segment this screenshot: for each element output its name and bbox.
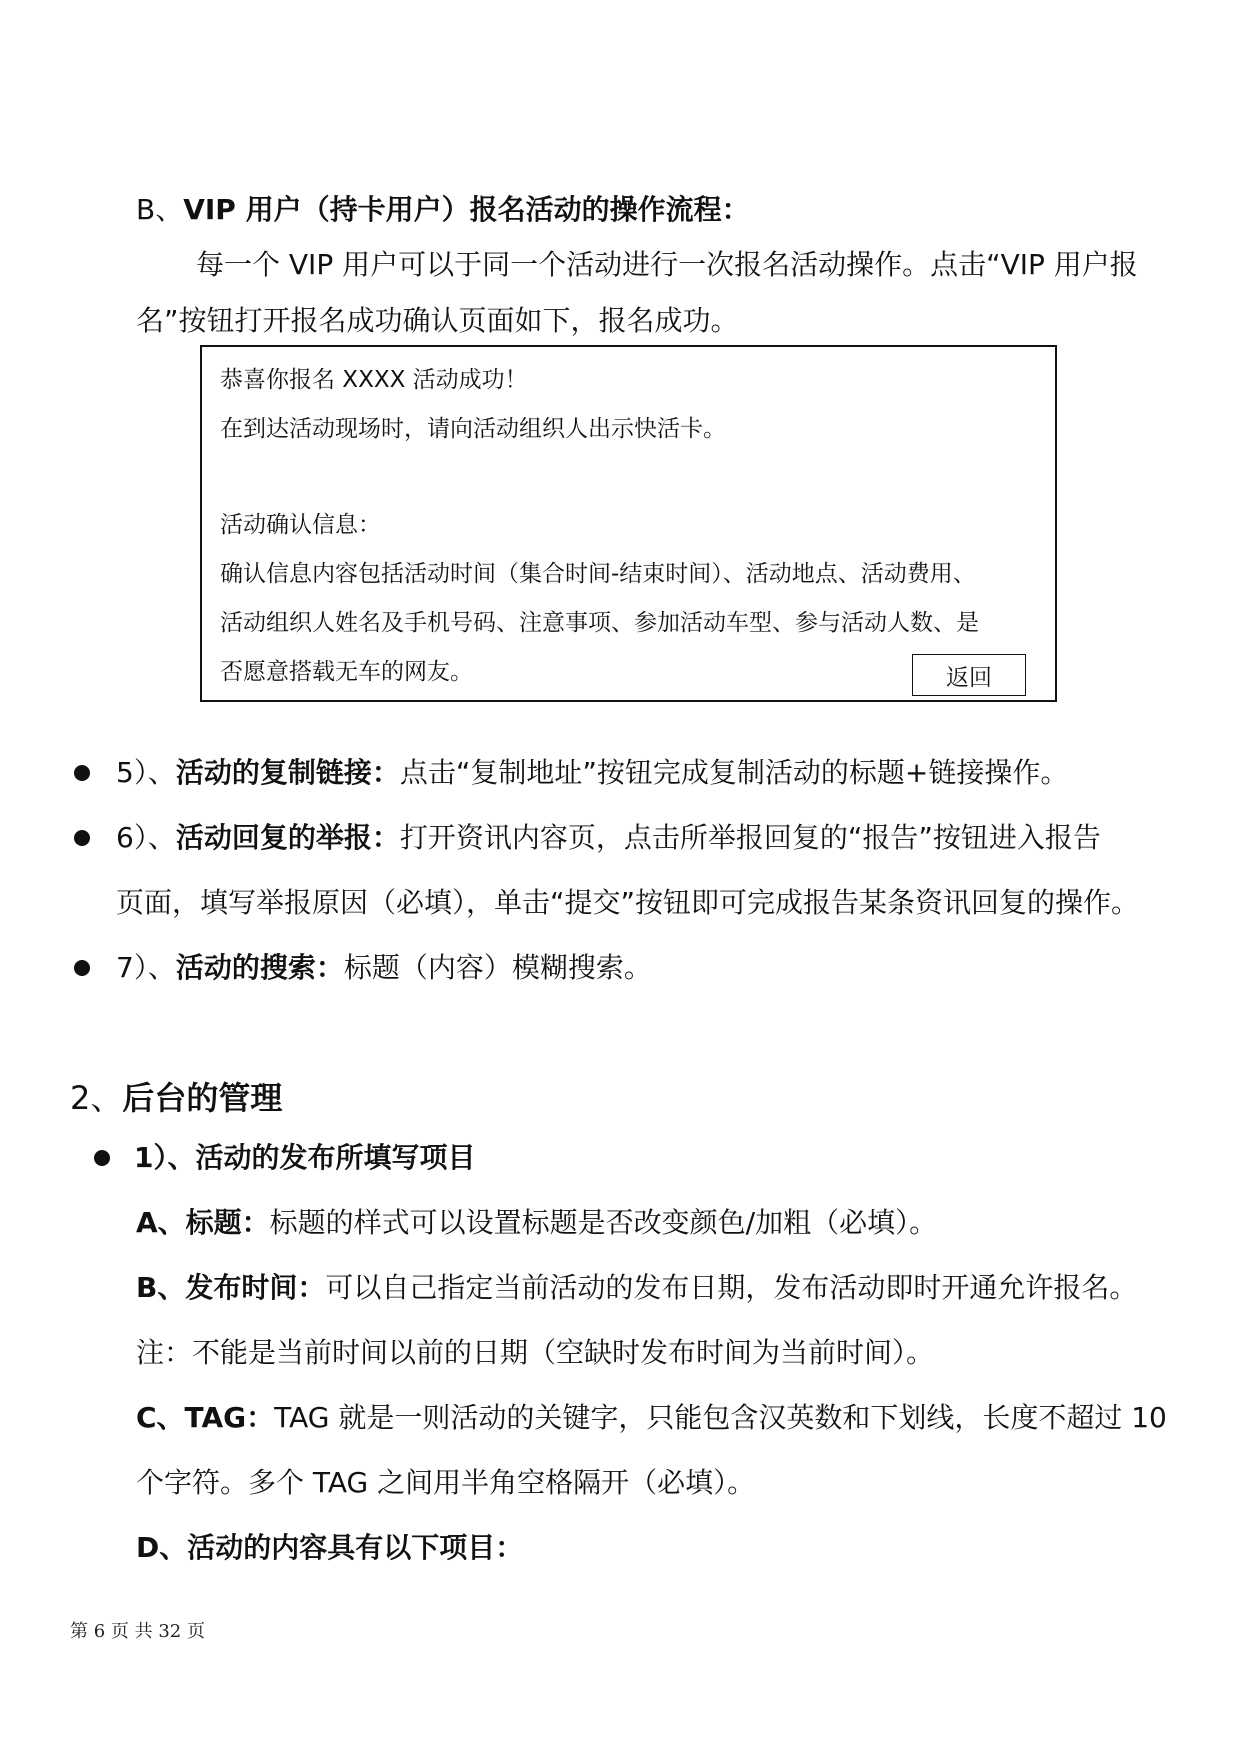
field-tag-desc-line2: 个字符。多个 TAG 之间用半角空格隔开（必填）。 [136, 1466, 756, 1499]
field-content-heading: D、活动的内容具有以下项目： [136, 1531, 524, 1564]
section-number: 2、 [70, 1079, 123, 1117]
registration-confirm-panel [200, 345, 1057, 702]
item-number: 6）、 [116, 821, 176, 854]
field-text: TAG 就是一则活动的关键字，只能包含汉英数和下划线，长度不超过 10 [274, 1401, 1167, 1434]
confirm-success-text: 恭喜你报名 XXXX 活动成功！ [220, 367, 528, 393]
section-b-para-line1: 每一个 VIP 用户可以于同一个活动进行一次报名活动操作。点击“VIP 用户报 [196, 248, 1138, 281]
item-label: 活动的复制链接： [175, 756, 400, 789]
section-2-title [70, 1076, 282, 1120]
bullet-dot-icon [74, 765, 90, 781]
section-b-para-line2: 名”按钮打开报名成功确认页面如下，报名成功。 [136, 304, 739, 337]
field-publish-time-note: 注：不能是当前时间以前的日期（空缺时发布时间为当前时间）。 [136, 1336, 935, 1369]
confirm-info-line2: 活动组织人姓名及手机号码、注意事项、参加活动车型、参与活动人数、是 [220, 610, 979, 636]
section-b-heading [136, 190, 750, 230]
item-text: 标题（内容）模糊搜索。 [343, 951, 652, 984]
section-b-title: VIP 用户（持卡用户）报名活动的操作流程： [183, 193, 750, 226]
section-title-text: 后台的管理 [122, 1079, 283, 1117]
confirm-info-line3: 否愿意搭载无车的网友。 [220, 659, 473, 685]
list-item-search [116, 948, 652, 988]
field-label: C、TAG： [136, 1401, 275, 1434]
field-label: B、发布时间： [136, 1271, 326, 1304]
field-label: A、标题： [136, 1206, 270, 1239]
field-publish-time-desc [136, 1268, 1137, 1308]
list-item-report-reply [116, 818, 1101, 858]
field-title-desc [136, 1203, 937, 1243]
field-tag-desc [136, 1398, 1167, 1438]
subsection-heading: 1）、活动的发布所填写项目 [134, 1141, 476, 1174]
item-number: 5）、 [116, 756, 176, 789]
item-label: 活动的搜索： [175, 951, 344, 984]
item-label: 活动回复的举报： [175, 821, 400, 854]
bullet-dot-icon [74, 830, 90, 846]
bullet-dot-icon [94, 1150, 110, 1166]
confirm-instruction-text: 在到达活动现场时，请向活动组织人出示快活卡。 [220, 416, 726, 442]
list-item-copy-link [116, 753, 1068, 793]
field-text: 标题的样式可以设置标题是否改变颜色/加粗（必填）。 [269, 1206, 938, 1239]
bullet-dot-icon [74, 960, 90, 976]
list-item-report-reply-line2: 页面，填写举报原因（必填），单击“提交”按钮即可完成报告某条资讯回复的操作。 [116, 886, 1140, 919]
item-text: 打开资讯内容页，点击所举报回复的“报告”按钮进入报告 [399, 821, 1101, 854]
page-footer: 第 6 页 共 32 页 [70, 1621, 205, 1642]
field-text: 可以自己指定当前活动的发布日期，发布活动即时开通允许报名。 [325, 1271, 1138, 1304]
back-button[interactable]: 返回 [912, 654, 1026, 696]
confirm-info-line1: 确认信息内容包括活动时间（集合时间-结束时间）、活动地点、活动费用、 [220, 561, 976, 587]
item-text: 点击“复制地址”按钮完成复制活动的标题+链接操作。 [399, 756, 1069, 789]
section-b-prefix: B、 [136, 193, 184, 226]
confirm-info-heading: 活动确认信息： [220, 512, 381, 538]
item-number: 7）、 [116, 951, 176, 984]
